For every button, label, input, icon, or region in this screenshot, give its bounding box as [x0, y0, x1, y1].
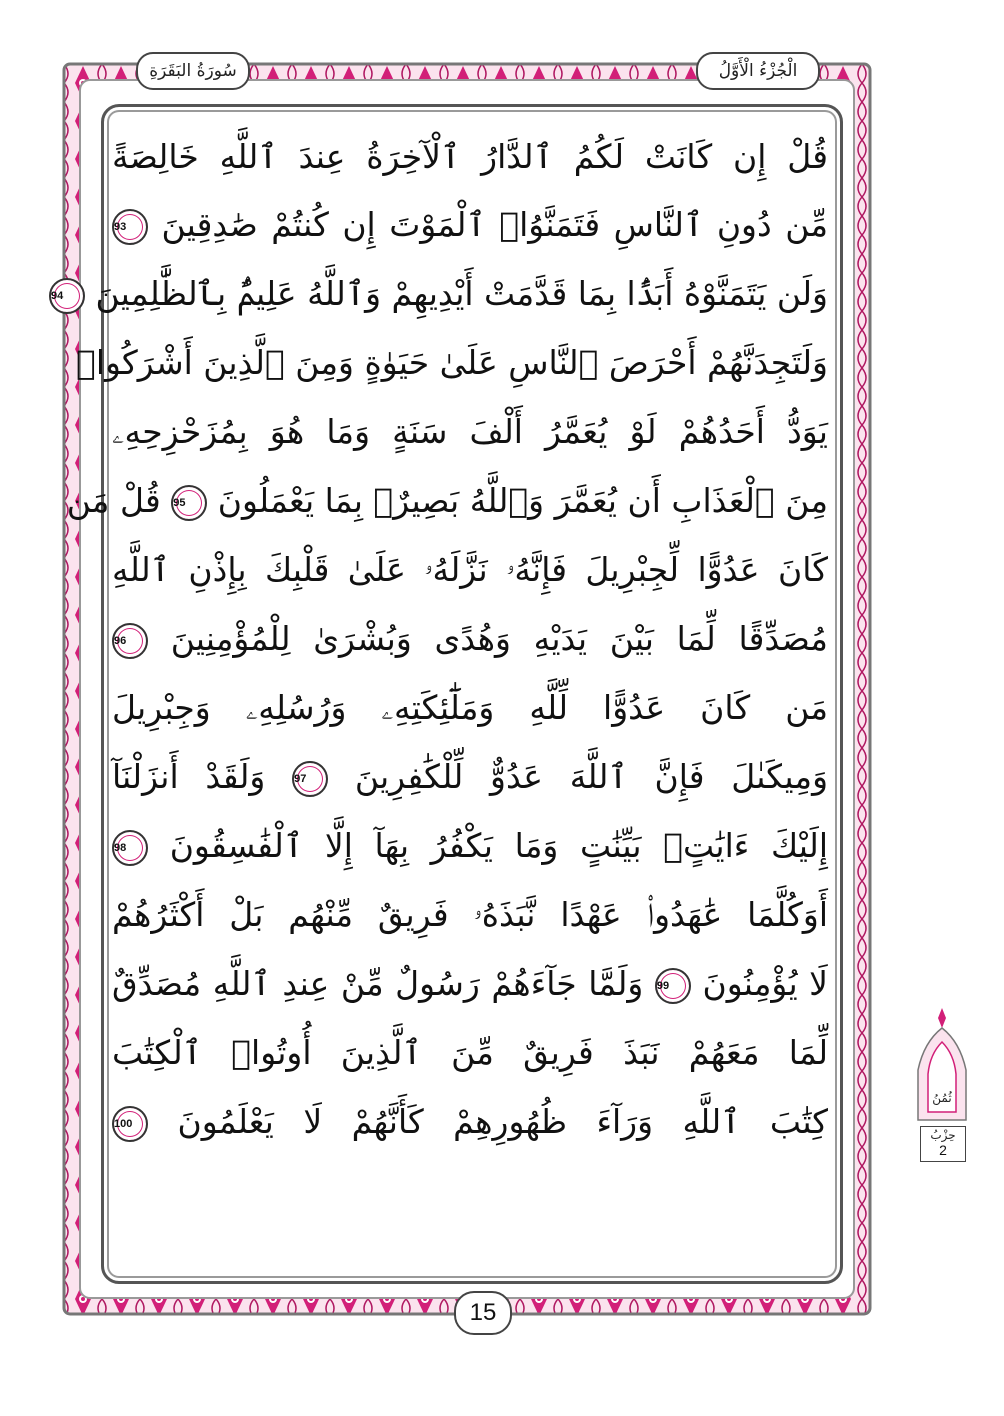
- line-text: يَوَدُّ أَحَدُهُمْ لَوْ يُعَمَّرُ أَلْفَ سَنَةٍ وَمَا هُوَ بِمُزَحْزِحِهِۦ: [112, 412, 828, 451]
- verse-line: [112, 127, 828, 187]
- verse-line: [112, 747, 828, 807]
- ayah-number-marker: 98: [112, 830, 148, 866]
- line-text: وَلَتَجِدَنَّهُمْ أَحْرَصَ ٱلنَّاسِ عَلَىٰ حَيَوٰةٍ وَمِنَ ٱلَّذِينَ أَشْرَكُوا۟: [76, 343, 828, 382]
- line-text: وَمِيكَىٰلَ فَإِنَّ ٱللَّهَ عَدُوٌّ لِّلْكَٰفِرِينَ: [354, 757, 828, 796]
- ayah-number-marker: 94: [49, 278, 85, 314]
- line-text: وَلَن يَتَمَنَّوْهُ أَبَدًۢا بِمَا قَدَّمَتْ أَيْدِيهِمْ وَٱللَّهُ عَلِيمٌۢ بِٱلظَّٰلِمِينَ: [95, 274, 828, 313]
- verse-line: [112, 195, 828, 255]
- line-text-continued: وَلَمَّا جَآءَهُمْ رَسُولٌ مِّنْ عِندِ ٱللَّهِ مُصَدِّقٌ: [112, 964, 644, 1003]
- verse-line: [112, 1092, 828, 1152]
- verse-line: [50, 264, 828, 324]
- verse-line: [66, 471, 828, 531]
- verse-line: [112, 954, 828, 1014]
- hizb-marker: [912, 1008, 972, 1160]
- page-number: 15: [454, 1291, 512, 1335]
- hizb-number: 2: [939, 1142, 947, 1158]
- line-text: مُصَدِّقًا لِّمَا بَيْنَ يَدَيْهِ وَهُدًى وَبُشْرَىٰ لِلْمُؤْمِنِينَ: [170, 619, 828, 658]
- line-text: أَوَكُلَّمَا عَٰهَدُوا۟ عَهْدًا نَّبَذَهُۥ فَرِيقٌ مِّنْهُم بَلْ أَكْثَرُهُمْ: [112, 895, 828, 934]
- verse-line: [112, 540, 828, 600]
- verse-line: [112, 678, 828, 738]
- line-text-continued: قُلْ مَن: [66, 481, 161, 520]
- line-text: قُلْ إِن كَانَتْ لَكُمُ ٱلدَّارُ ٱلْآخِرَةُ عِندَ ٱللَّهِ خَالِصَةً: [112, 137, 828, 176]
- line-text: لَا يُؤْمِنُونَ: [702, 964, 829, 1003]
- ayah-number-marker: 99: [655, 968, 691, 1004]
- hizb-quarter-label: ثُمُنُ: [932, 1091, 952, 1105]
- line-text: مِنَ ٱلْعَذَابِ أَن يُعَمَّرَ وَٱللَّهُ بَصِيرٌۢ بِمَا يَعْمَلُونَ: [217, 481, 828, 520]
- ayah-number-marker: 93: [112, 209, 148, 245]
- hizb-label: حِزْبُ: [930, 1128, 956, 1142]
- juz-title: الْجُزْءُ الْأَوَّلُ: [696, 52, 820, 90]
- verse-line: [112, 885, 828, 945]
- ayah-number-marker: 97: [292, 761, 328, 797]
- hizb-box: [920, 1126, 966, 1162]
- verse-line: [112, 1023, 828, 1083]
- line-text: لِّمَا مَعَهُمْ نَبَذَ فَرِيقٌ مِّنَ ٱلَّذِينَ أُوتُوا۟ ٱلْكِتَٰبَ: [112, 1033, 828, 1072]
- verse-line: [112, 402, 828, 462]
- line-text: إِلَيْكَ ءَايَٰتٍۭ بَيِّنَٰتٍ وَمَا يَكْفُرُ بِهَآ إِلَّا ٱلْفَٰسِقُونَ: [169, 826, 828, 865]
- ayah-number-marker: 96: [112, 623, 148, 659]
- line-text: كِتَٰبَ ٱللَّهِ وَرَآءَ ظُهُورِهِمْ كَأَنَّهُمْ لَا يَعْلَمُونَ: [177, 1102, 829, 1141]
- ayah-number-marker: 100: [112, 1106, 148, 1142]
- surah-title: سُورَةُ البَقَرَةِ: [136, 52, 250, 90]
- verse-line: [112, 609, 828, 669]
- line-text: مَن كَانَ عَدُوًّا لِّلَّهِ وَمَلَٰٓئِكَتِهِۦ وَرُسُلِهِۦ وَجِبْرِيلَ: [112, 688, 828, 727]
- line-text-continued: وَلَقَدْ أَنزَلْنَآ: [112, 757, 266, 796]
- ayah-number-marker: 95: [171, 485, 207, 521]
- verse-line: [76, 333, 828, 393]
- line-text: كَانَ عَدُوًّا لِّجِبْرِيلَ فَإِنَّهُۥ نَزَّلَهُۥ عَلَىٰ قَلْبِكَ بِإِذْنِ ٱللَّهِ: [112, 550, 828, 589]
- line-text: مِّن دُونِ ٱلنَّاسِ فَتَمَنَّوُا۟ ٱلْمَوْتَ إِن كُنتُمْ صَٰدِقِينَ: [161, 205, 828, 244]
- verse-line: [112, 816, 828, 876]
